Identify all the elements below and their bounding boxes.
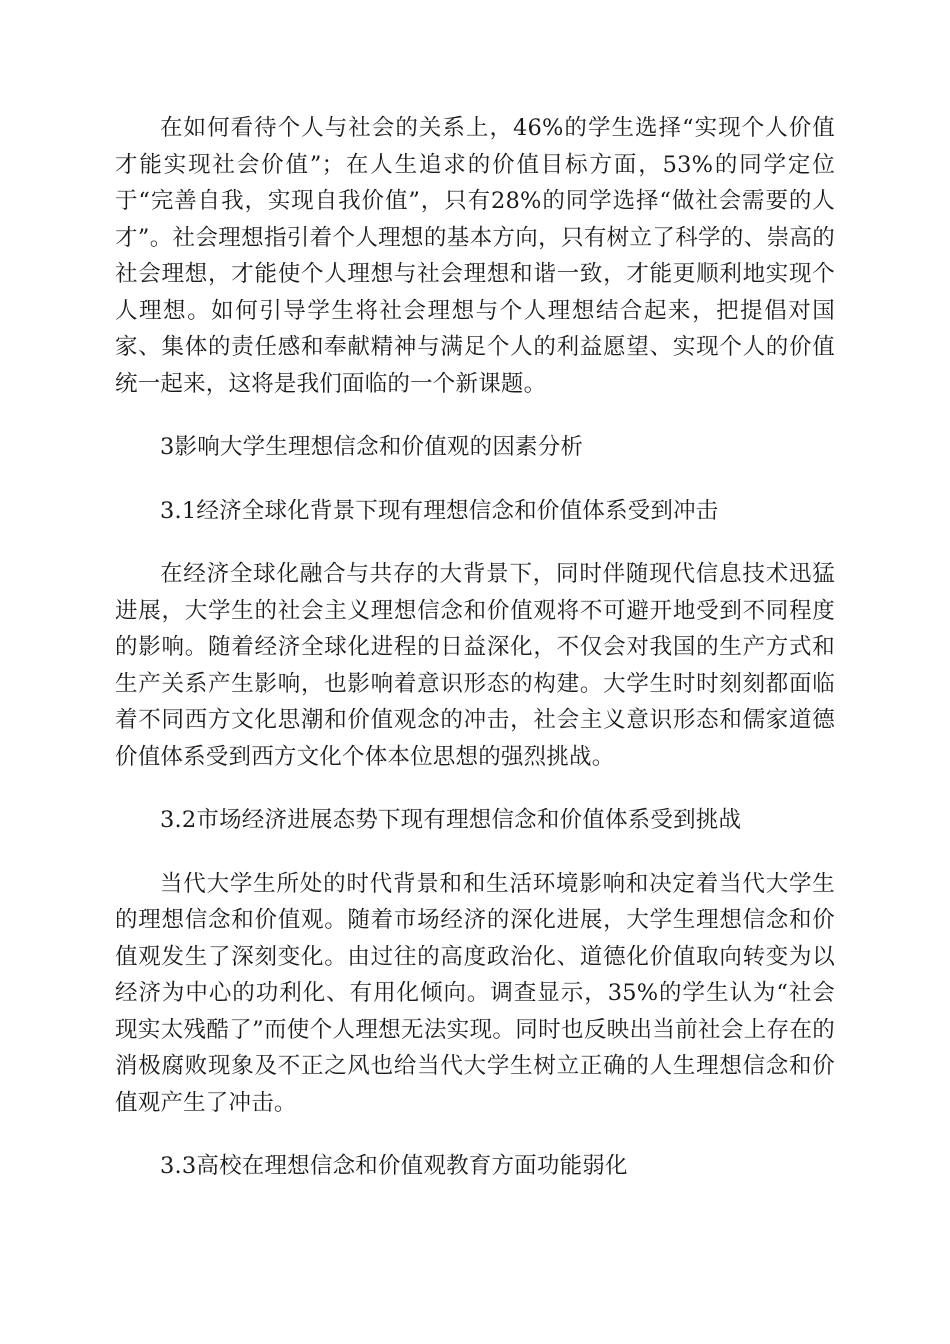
paragraph-market-economy: 当代大学生所处的时代背景和和生活环境影响和决定着当代大学生的理想信念和价值观。随着市场经济的深化进展，大学生理想信念和价值观发生了深刻变化。由过往的高度政治化、道德化价值取向转变为以经济为中心的功利化、有用化倾向。调查显示，35%的学生认为“社会现实太残酷了”而使个人理想无法实现。同时也反映出当前社会上存在的消极腐败现象及不正之风也给当代大学生树立正确的人生理想信念和价值观产生了冲击。 <box>115 870 835 1116</box>
section-heading-3: 3影响大学生理想信念和价值观的因素分析 <box>160 434 584 460</box>
paragraph-globalization: 在经济全球化融合与共存的大背景下，同时伴随现代信息技术迅猛进展，大学生的社会主义理想信念和价值观将不可避开地受到不同程度的影响。随着经济全球化进程的日益深化，不仅会对我国的生产方式和生产关系产生影响，也影响着意识形态的构建。大学生时时刻刻都面临着不同西方文化思潮和价值观念的冲击，社会主义意识形态和儒家道德价值体系受到西方文化个体本位思想的强烈挑战。 <box>115 561 835 770</box>
paragraph-survey-values: 在如何看待个人与社会的关系上，46%的学生选择“实现个人价值才能实现社会价值”；在人生追求的价值目标方面，53%的同学定位于“完善自我，实现自我价值”，只有28%的同学选择“做社会需要的人才”。社会理想指引着个人理想的基本方向，只有树立了科学的、崇高的社会理想，才能使个人理想与社会理想和谐一致，才能更顺利地实现个人理想。如何引导学生将社会理想与个人理想结合起来，把提倡对国家、集体的责任感和奉献精神与满足个人的利益愿望、实现个人的价值统一起来，这将是我们面临的一个新课题。 <box>115 115 835 397</box>
section-heading-3-1: 3.1经济全球化背景下现有理想信念和价值体系受到冲击 <box>160 497 719 524</box>
section-heading-3-3: 3.3高校在理想信念和价值观教育方面功能弱化 <box>160 1153 628 1179</box>
document-page <box>115 110 835 1212</box>
section-heading-3-2: 3.2市场经济进展态势下现有理想信念和价值体系受到挑战 <box>160 807 742 833</box>
